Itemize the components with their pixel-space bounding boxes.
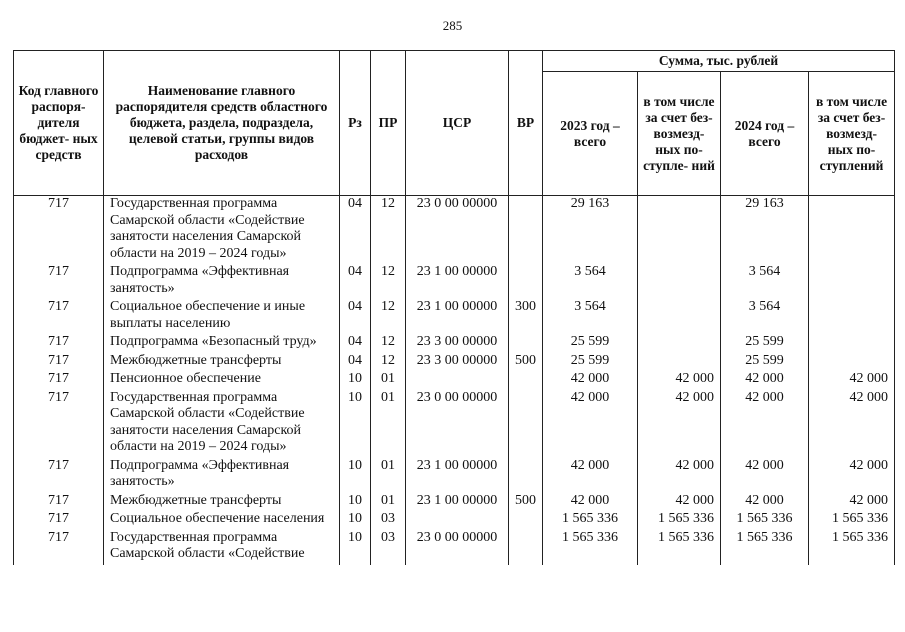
table-row: [14, 353, 895, 372]
cell-name: Социальное обеспечение и иные выплаты населению: [104, 299, 340, 334]
cell-pr: 01: [371, 371, 406, 390]
header-pr: ПР: [371, 51, 406, 196]
cell-code: 717: [14, 390, 104, 458]
cell-pr: 03: [371, 530, 406, 565]
table-row: [14, 530, 895, 565]
cell-2024-total: 42 000: [721, 493, 809, 512]
cell-2023-grant: 42 000: [638, 390, 721, 458]
cell-2023-total: 42 000: [543, 458, 638, 493]
cell-csr: 23 1 00 00000: [406, 458, 509, 493]
cell-pr: 12: [371, 196, 406, 265]
cell-vr: 300: [509, 299, 543, 334]
cell-rz: 10: [340, 530, 371, 565]
cell-rz: 10: [340, 458, 371, 493]
budget-table: [13, 50, 895, 565]
header-code: Код главного распоря- дителя бюджет- ных средств: [14, 51, 104, 196]
cell-name: Межбюджетные трансферты: [104, 353, 340, 372]
cell-2023-total: 25 599: [543, 334, 638, 353]
cell-2023-total: 25 599: [543, 353, 638, 372]
cell-code: 717: [14, 334, 104, 353]
table-body: [14, 196, 895, 565]
cell-vr: [509, 458, 543, 493]
cell-vr: [509, 530, 543, 565]
cell-rz: 10: [340, 390, 371, 458]
cell-rz: 10: [340, 511, 371, 530]
cell-2024-total: 1 565 336: [721, 530, 809, 565]
header-vr: ВР: [509, 51, 543, 196]
cell-2023-total: 3 564: [543, 264, 638, 299]
cell-name: Государственная программа Самарской области «Содействие: [104, 530, 340, 565]
cell-vr: 500: [509, 493, 543, 512]
header-csr: ЦСР: [406, 51, 509, 196]
cell-rz: 10: [340, 493, 371, 512]
header-name: Наименование главного распорядителя средств областного бюджета, раздела, подраздела, целевой статьи, группы видов расходов: [104, 51, 340, 196]
cell-code: 717: [14, 530, 104, 565]
table-row: [14, 334, 895, 353]
cell-2023-total: 3 564: [543, 299, 638, 334]
table-row: [14, 511, 895, 530]
cell-code: 717: [14, 493, 104, 512]
cell-csr: 23 3 00 00000: [406, 334, 509, 353]
cell-2024-total: 25 599: [721, 334, 809, 353]
cell-csr: [406, 371, 509, 390]
cell-2023-grant: [638, 196, 721, 265]
cell-2023-grant: 1 565 336: [638, 530, 721, 565]
cell-2024-grant: 42 000: [809, 390, 895, 458]
cell-2024-grant: [809, 353, 895, 372]
cell-2024-total: 42 000: [721, 390, 809, 458]
cell-2024-total: 25 599: [721, 353, 809, 372]
cell-name: Государственная программа Самарской области «Содействие занятости населения Самарской области на 2019 – 2024 годы»: [104, 196, 340, 265]
cell-name: Государственная программа Самарской области «Содействие занятости населения Самарской области на 2019 – 2024 годы»: [104, 390, 340, 458]
cell-pr: 12: [371, 353, 406, 372]
cell-2024-grant: 1 565 336: [809, 530, 895, 565]
table-row: [14, 458, 895, 493]
cell-rz: 04: [340, 299, 371, 334]
cell-2024-total: 42 000: [721, 458, 809, 493]
cell-code: 717: [14, 196, 104, 265]
header-2023-total: 2023 год – всего: [543, 72, 638, 196]
table-row: [14, 264, 895, 299]
cell-csr: 23 1 00 00000: [406, 264, 509, 299]
table-row: [14, 196, 895, 265]
cell-2024-total: 1 565 336: [721, 511, 809, 530]
cell-rz: 04: [340, 334, 371, 353]
table-header: [14, 51, 895, 196]
cell-2023-grant: [638, 264, 721, 299]
cell-2024-total: 3 564: [721, 264, 809, 299]
cell-2023-total: 42 000: [543, 390, 638, 458]
cell-rz: 04: [340, 264, 371, 299]
table-row: [14, 493, 895, 512]
cell-2024-grant: [809, 264, 895, 299]
cell-vr: [509, 334, 543, 353]
cell-csr: 23 1 00 00000: [406, 299, 509, 334]
header-rz: Рз: [340, 51, 371, 196]
table-row: [14, 299, 895, 334]
cell-2024-grant: [809, 334, 895, 353]
cell-2024-total: 3 564: [721, 299, 809, 334]
cell-2024-grant: 42 000: [809, 458, 895, 493]
cell-rz: 04: [340, 196, 371, 265]
cell-2024-total: 29 163: [721, 196, 809, 265]
cell-vr: [509, 390, 543, 458]
cell-vr: [509, 264, 543, 299]
table-row: [14, 390, 895, 458]
cell-name: Межбюджетные трансферты: [104, 493, 340, 512]
cell-csr: 23 0 00 00000: [406, 196, 509, 265]
cell-2023-grant: 42 000: [638, 371, 721, 390]
cell-2023-grant: [638, 334, 721, 353]
cell-code: 717: [14, 353, 104, 372]
cell-csr: [406, 511, 509, 530]
cell-2024-grant: [809, 196, 895, 265]
cell-name: Социальное обеспечение населения: [104, 511, 340, 530]
cell-vr: [509, 511, 543, 530]
cell-name: Пенсионное обеспечение: [104, 371, 340, 390]
cell-pr: 12: [371, 299, 406, 334]
cell-name: Подпрограмма «Эффективная занятость»: [104, 264, 340, 299]
cell-rz: 04: [340, 353, 371, 372]
cell-2024-grant: 42 000: [809, 371, 895, 390]
cell-pr: 12: [371, 264, 406, 299]
cell-code: 717: [14, 299, 104, 334]
header-sum-group: Сумма, тыс. рублей: [543, 51, 895, 72]
cell-pr: 03: [371, 511, 406, 530]
cell-2023-total: 42 000: [543, 493, 638, 512]
cell-vr: [509, 371, 543, 390]
cell-csr: 23 3 00 00000: [406, 353, 509, 372]
cell-2023-total: 1 565 336: [543, 530, 638, 565]
cell-2023-grant: 42 000: [638, 493, 721, 512]
cell-2024-grant: [809, 299, 895, 334]
cell-name: Подпрограмма «Эффективная занятость»: [104, 458, 340, 493]
table-row: [14, 371, 895, 390]
cell-2023-grant: 42 000: [638, 458, 721, 493]
cell-2023-grant: [638, 353, 721, 372]
cell-2023-total: 1 565 336: [543, 511, 638, 530]
cell-name: Подпрограмма «Безопасный труд»: [104, 334, 340, 353]
header-2024-grant: в том числе за счет без- возмезд- ных по- ступлений: [809, 72, 895, 196]
cell-pr: 01: [371, 458, 406, 493]
cell-2023-grant: [638, 299, 721, 334]
cell-vr: [509, 196, 543, 265]
cell-2023-grant: 1 565 336: [638, 511, 721, 530]
cell-2024-grant: 1 565 336: [809, 511, 895, 530]
cell-vr: 500: [509, 353, 543, 372]
header-2024-total: 2024 год – всего: [721, 72, 809, 196]
cell-2023-total: 42 000: [543, 371, 638, 390]
cell-rz: 10: [340, 371, 371, 390]
header-2023-grant: в том числе за счет без- возмезд- ных по- ступле- ний: [638, 72, 721, 196]
cell-csr: 23 1 00 00000: [406, 493, 509, 512]
cell-pr: 12: [371, 334, 406, 353]
cell-csr: 23 0 00 00000: [406, 390, 509, 458]
cell-2024-grant: 42 000: [809, 493, 895, 512]
page-number: 285: [442, 18, 463, 33]
cell-code: 717: [14, 371, 104, 390]
cell-pr: 01: [371, 493, 406, 512]
cell-code: 717: [14, 264, 104, 299]
cell-2024-total: 42 000: [721, 371, 809, 390]
cell-code: 717: [14, 511, 104, 530]
cell-csr: 23 0 00 00000: [406, 530, 509, 565]
cell-code: 717: [14, 458, 104, 493]
cell-pr: 01: [371, 390, 406, 458]
cell-2023-total: 29 163: [543, 196, 638, 265]
